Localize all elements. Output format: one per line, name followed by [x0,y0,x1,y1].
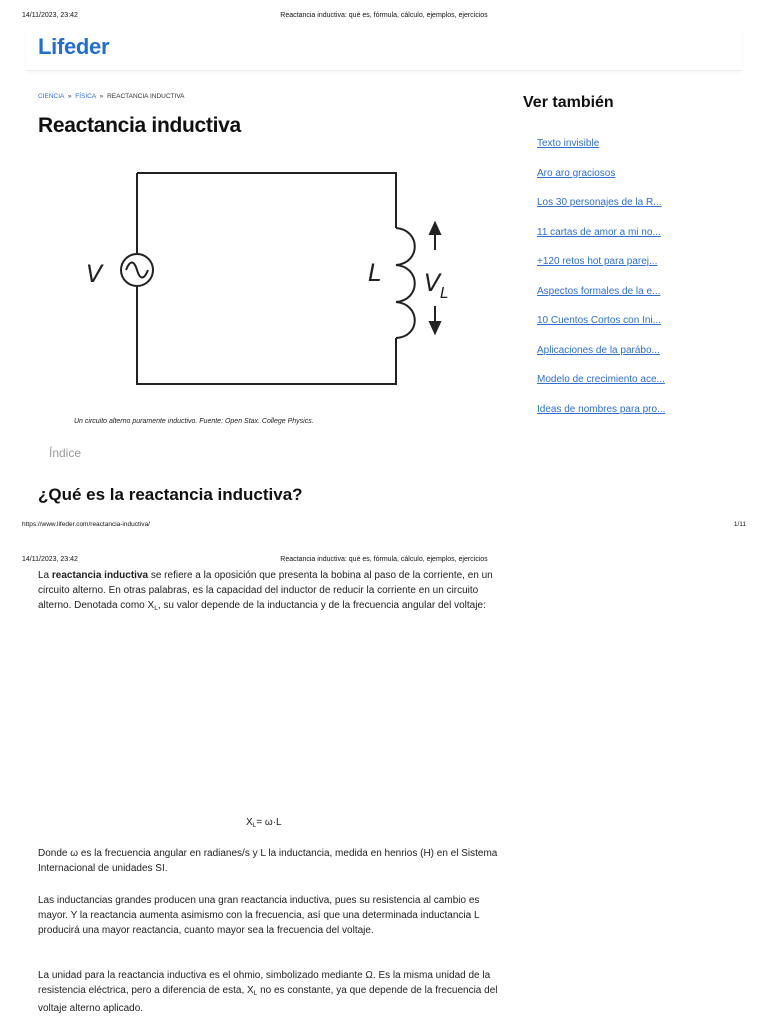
related-link-item [537,345,665,375]
subscript: L [154,605,158,612]
print-doc-title: Reactancia inductiva: qué es, fórmula, cálculo, ejemplos, ejercicios [280,556,488,563]
subscript: L [253,990,258,997]
label-vl-subscript: L [440,284,449,302]
inductor-coil-icon [396,228,415,338]
related-link[interactable]: Ideas de nombres para pro... [537,403,666,415]
print-footer [22,521,746,533]
breadcrumb-current: REACTANCIA INDUCTIVA [107,93,185,100]
print-page-number: 1/11 [733,521,746,528]
related-link[interactable]: 11 cartas de amor a mi no... [537,226,661,238]
related-link-item [537,286,665,316]
related-link-item [537,315,665,345]
print-header [22,556,746,568]
label-vl: V [424,269,441,297]
breadcrumb [38,93,185,100]
formula [246,817,282,829]
related-link-item [537,197,665,227]
breadcrumb-fisica[interactable]: FÍSICA [75,93,96,100]
related-link-item [537,374,665,404]
breadcrumb-separator: » [99,93,104,100]
related-link[interactable]: Aplicaciones de la parábo... [537,344,660,356]
formula-lhs: X [246,817,253,828]
site-logo[interactable]: Lifeder [38,34,110,59]
related-link[interactable]: Aro aro graciosos [537,167,616,179]
subscript: L [252,822,257,829]
paragraph-omega: Donde ω es la frecuencia angular en radianes/s y L la inductancia, medida en henrios (H) en el Sistema Internacional de unidades SI. [38,848,498,874]
table-of-contents-toggle[interactable]: Índice [49,446,82,460]
breadcrumb-ciencia[interactable]: CIENCIA [38,93,65,100]
related-link-item [537,138,665,168]
page-title: Reactancia inductiva [38,114,241,137]
paragraph-definition [38,568,498,616]
print-header [22,12,746,24]
sidebar-title: Ver también [523,94,614,111]
paragraph-inductance: Las inductancias grandes producen una gran reactancia inductiva, pues su resistencia al cambio es mayor. Y la reactancia aumenta asimismo con la frecuencia, así que una determinada inductancia L producirá una mayor reactancia, cuanto mayor sea la frecuencia del voltaje. [38,895,480,936]
label-l: L [368,259,382,287]
related-link[interactable]: Los 30 personajes de la R... [537,197,662,208]
site-header [26,28,742,71]
text: , su valor depende de la inductancia y de la frecuencia angular del voltaje: [157,600,486,611]
related-link[interactable]: 10 Cuentos Cortos con Ini... [537,315,661,326]
print-url: https://www.lifeder.com/reactancia-inductiva/ [22,521,150,528]
print-doc-title: Reactancia inductiva: qué es, fórmula, cálculo, ejemplos, ejercicios [280,12,488,19]
related-link[interactable]: +120 retos hot para parej... [537,256,658,267]
related-links [537,138,665,433]
print-date: 14/11/2023, 23:42 [22,556,78,563]
circuit-wire-bottom [137,287,396,384]
breadcrumb-separator: » [67,93,72,100]
related-link-item [537,227,665,257]
related-link-item [537,256,665,286]
related-link[interactable]: Aspectos formales de la e... [537,285,661,297]
label-v: V [86,260,103,288]
circuit-wire-top [137,173,396,228]
text: no es constante, ya que depende de la frecuencia del voltaje alterno aplicado. [38,985,498,1014]
inductive-circuit-figure [76,158,476,398]
related-link-item [537,168,665,198]
ac-wave-icon [126,263,148,278]
text: se refiere a la oposición que presenta la bobina al paso de la corriente, en un circuito alterno. En otras palabras, es la capacidad del inductor de reducir la corriente en un circuito alterno. Denotada como X [38,570,493,611]
figure-caption: Un circuito alterno puramente inductivo. Fuente: Open Stax. College Physics. [74,418,314,425]
formula-rhs: = ω·L [256,817,282,828]
paragraph-unit [38,968,498,1016]
keyword-bold: reactancia inductiva [51,570,149,581]
text: La [38,570,52,581]
related-link[interactable]: Modelo de crecimiento ace... [537,374,665,385]
related-link[interactable]: Texto invisible [537,138,600,149]
print-date: 14/11/2023, 23:42 [22,12,78,19]
section-heading: ¿Qué es la reactancia inductiva? [38,485,303,504]
text: La unidad para la reactancia inductiva es el ohmio, simbolizado mediante Ω. Es la misma unidad de la resistencia eléctrica, pero a diferencia de esta, X [38,970,491,996]
related-link-item [537,404,665,434]
